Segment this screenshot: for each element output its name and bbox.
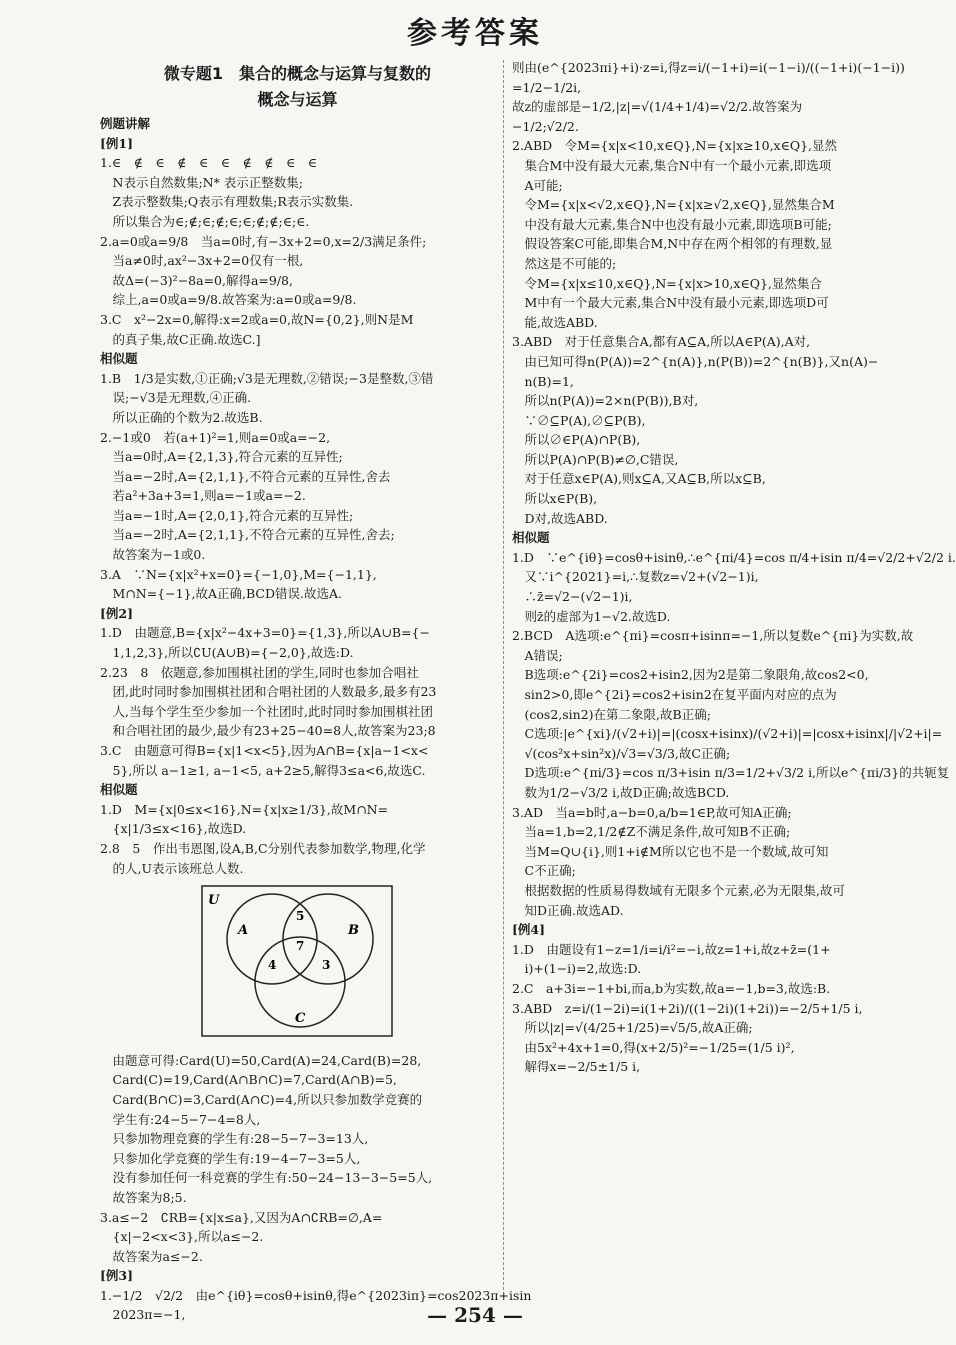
text-line: 所以集合为∈;∉;∈;∉;∈;∈;∉;∉;∈;∈.: [100, 213, 310, 229]
section-heading: 相似题: [100, 351, 138, 367]
text-line: 人,当每个学生至少参加一个社团时,此时同时参加围棋社团: [100, 703, 433, 719]
venn-diagram: [200, 884, 495, 1045]
text-line: 3.ABD z=i/(1−2i)=i(1+2i)/((1−2i)(1+2i))=−2/5+1/5 i,: [512, 1000, 863, 1016]
text-line: 则z̄的虚部为1−√2.故选D.: [512, 608, 671, 624]
text-line: 1,1,2,3},所以∁U(A∪B)={−2,0},故选:D.: [100, 645, 354, 661]
text-line: 的人,U表示该班总人数.: [100, 860, 244, 876]
text-line: 由5x²+4x+1=0,得(x+2/5)²=−1/25=(1/5 i)²,: [512, 1039, 795, 1055]
column-divider: [503, 60, 504, 1290]
text-line: 解得x=−2/5±1/5 i,: [512, 1059, 641, 1075]
text-line: 1.∈ ∉ ∈ ∉ ∈ ∈ ∉ ∉ ∈ ∈: [100, 155, 317, 171]
text-line: =1/2−1/2i,: [512, 79, 582, 95]
text-line: 中没有最大元素,集合N中也没有最小元素,即选项B可能;: [512, 216, 832, 232]
right-column: [512, 58, 956, 1077]
text-line: 故Δ=(−3)²−8a=0,解得a=9/8,: [100, 272, 293, 288]
text-line: √(cos²x+sin²x)/√3=√3/3,故C正确;: [512, 745, 731, 761]
text-line: 则由(e^{2023πi}+i)·z=i,得z=i/(−1+i)=i(−1−i)/((−1+i)(−1−i)): [512, 60, 905, 75]
text-line: 令M={x|x<√2,x∈Q},N={x|x≥√2,x∈Q},显然集合M: [512, 197, 835, 213]
text-line: 3.AD 当a=b时,a−b=0,a/b=1∈P,故可知A正确;: [512, 804, 792, 820]
text-line: 令M={x|x≤10,x∈Q},N={x|x>10,x∈Q},显然集合: [512, 275, 822, 291]
right-body: [512, 58, 956, 1077]
venn-region-ac: 4: [268, 958, 277, 973]
text-line: 所以∅∈P(A)∩P(B),: [512, 432, 641, 448]
text-line: Card(B∩C)=3,Card(A∩C)=4,所以只参加数学竞赛的: [100, 1091, 423, 1107]
text-line: 误;−√3是无理数,④正确.: [100, 390, 252, 406]
text-line: A错误;: [512, 647, 563, 663]
text-line: i)+(1−i)=2,故选:D.: [512, 961, 642, 977]
text-line: 故答案为8;5.: [100, 1189, 187, 1205]
text-line: 所以x∈P(B),: [512, 491, 598, 507]
venn-region-bc: 3: [322, 958, 331, 973]
text-line: sin2>0,即e^{2i}=cos2+isin2在复平面内对应的点为: [512, 687, 837, 702]
example-label: [例1]: [100, 135, 134, 151]
topic-title-line2: 概念与运算: [257, 90, 338, 109]
text-line: 由已知可得n(P(A))=2^{n(A)},n(P(B))=2^{n(B)},又n(A)−: [512, 353, 879, 369]
text-line: 3.C x²−2x=0,解得:x=2或a=0,故N={0,2},则N是M: [100, 311, 414, 327]
page-number: — 254 —: [427, 1303, 523, 1327]
text-line: 所以n(P(A))=2×n(P(B)),B对,: [512, 393, 699, 409]
text-line: 当a=−1时,A={2,0,1},符合元素的互异性;: [100, 507, 354, 523]
venn-label-b: B: [348, 923, 359, 939]
text-line: N表示自然数集;N* 表示正整数集;: [100, 174, 304, 190]
text-line: 假设答案C可能,即集合M,N中存在两个相邻的有理数,显: [512, 236, 833, 252]
text-line: {x|−2<x<3},所以a≤−2.: [100, 1229, 264, 1245]
text-line: 2.−1或0 若(a+1)²=1,则a=0或a=−2,: [100, 429, 331, 445]
text-line: A可能;: [512, 177, 563, 193]
text-line: 2.23 8 依题意,参加围棋社团的学生,同时也参加合唱社: [100, 664, 419, 680]
text-line: 然这是不可能的;: [512, 255, 617, 271]
section-heading: 例题讲解: [100, 116, 151, 131]
text-line: 的真子集,故C正确.故选C.]: [100, 331, 261, 347]
text-line: 由题意可得:Card(U)=50,Card(A)=24,Card(B)=28,: [100, 1052, 422, 1068]
venn-label-a: A: [238, 923, 249, 939]
text-line: 只参加化学竞赛的学生有:19−4−7−3=5人,: [100, 1150, 361, 1166]
text-line: 根据数据的性质易得数域有无限多个元素,必为无限集,故可: [512, 882, 845, 898]
text-line: 当a=1,b=2,1/2∉Z不满足条件,故可知B不正确;: [512, 824, 791, 840]
text-line: 若a²+3a+3=1,则a=−1或a=−2.: [100, 488, 306, 504]
text-line: 故z的虚部是−1/2,|z|=√(1/4+1/4)=√2/2.故答案为: [512, 99, 803, 115]
text-line: 所以|z|=√(4/25+1/25)=√5/5,故A正确;: [512, 1020, 753, 1036]
text-line: M中有一个最大元素,集合N中没有最小元素,即选项D可: [512, 295, 829, 311]
text-line: 集合M中没有最大元素,集合N中有一个最小元素,即选项: [512, 157, 832, 173]
text-line: Z表示整数集;Q表示有理数集;R表示实数集.: [100, 194, 354, 210]
text-line: 2.BCD A选项:e^{πi}=cosπ+isinπ=−1,所以复数e^{πi}为实数,故: [512, 628, 914, 644]
text-line: 2.ABD 令M={x|x<10,x∈Q},N={x|x≥10,x∈Q},显然: [512, 138, 838, 154]
text-line: 当a=−2时,A={2,1,1},不符合元素的互异性,舍去: [100, 468, 391, 484]
text-line: 1.B 1/3是实数,①正确;√3是无理数,②错误;−3是整数,③错: [100, 370, 434, 386]
text-line: B选项:e^{2i}=cos2+isin2,因为2是第二象限角,故cos2<0,: [512, 667, 869, 683]
text-line: D选项:e^{πi/3}=cos π/3+isin π/3=1/2+√3/2 i,所以e^{πi/3}的共轭复: [512, 765, 950, 781]
text-line: 2023π=−1,: [100, 1307, 186, 1323]
text-line: (cos2,sin2)在第二象限,故B正确;: [512, 706, 711, 722]
text-line: 1.D 由题意,B={x|x²−4x+3=0}={1,3},所以A∪B={−: [100, 625, 430, 641]
venn-svg: [200, 884, 395, 1039]
example-label: [例3]: [100, 1268, 134, 1284]
venn-region-ab: 5: [296, 909, 305, 924]
section-heading: 相似题: [512, 530, 550, 546]
text-line: 2.C a+3i=−1+bi,而a,b为实数,故a=−1,b=3,故选:B.: [512, 980, 831, 996]
text-line: 3.C 由题意可得B={x|1<x<5},因为A∩B={x|a−1<x<: [100, 743, 429, 758]
text-line: 1.D M={x|0≤x<16},N={x|x≥1/3},故M∩N=: [100, 801, 389, 817]
text-line: 2.8 5 作出韦恩图,设A,B,C分别代表参加数学,物理,化学: [100, 840, 426, 856]
text-line: 和合唱社团的最少,最少有23+25−40=8人,故答案为23;8: [100, 723, 436, 739]
text-line: 学生有:24−5−7−4=8人,: [100, 1111, 261, 1127]
text-line: 1.D 由题设有1−z=1/i=i/i²=−i,故z=1+i,故z+z̄=(1+: [512, 941, 831, 957]
text-line: 对于任意x∈P(A),则x⊆A,又A⊆B,所以x⊆B,: [512, 471, 766, 487]
text-line: 当a=−2时,A={2,1,1},不符合元素的互异性,舍去;: [100, 527, 395, 543]
text-line: 所以P(A)∩P(B)≠∅,C错误,: [512, 451, 679, 467]
example-label: [例2]: [100, 605, 134, 621]
text-line: Card(C)=19,Card(A∩B∩C)=7,Card(A∩B)=5,: [100, 1072, 397, 1088]
text-line: C不正确;: [512, 863, 576, 879]
text-line: 故答案为−1或0.: [100, 547, 206, 563]
text-line: 故答案为a≤−2.: [100, 1248, 203, 1264]
text-line: 知D正确.故选AD.: [512, 902, 624, 918]
page-title: 参考答案: [407, 16, 543, 51]
venn-label-u: U: [208, 893, 220, 909]
venn-label-c: C: [295, 1011, 306, 1027]
text-line: n(B)=1,: [512, 373, 574, 389]
text-line: ∴z̄=√2−(√2−1)i,: [512, 589, 633, 605]
topic-title-line1: 微专题1 集合的概念与运算与复数的: [163, 64, 432, 83]
text-line: ∵∅⊆P(A),∅⊆P(B),: [512, 412, 646, 428]
text-line: M∩N={−1},故A正确,BCD错误.故选A.: [100, 586, 342, 602]
text-line: 团,此时同时参加围棋社团和合唱社团的人数最多,最多有23: [100, 684, 437, 700]
text-line: 3.ABD 对于任意集合A,都有A⊆A,所以A∈P(A),A对,: [512, 334, 811, 350]
text-line: 3.A ∵N={x|x²+x=0}={−1,0},M={−1,1},: [100, 566, 377, 582]
text-line: 1.−1/2 √2/2 由e^{iθ}=cosθ+isinθ,得e^{2023iπ}=cos2023π+isin: [100, 1287, 532, 1303]
text-line: 能,故选ABD.: [512, 314, 598, 330]
text-line: 当M=Q∪{i},则1+i∉M所以它也不是一个数域,故可知: [512, 843, 829, 859]
text-line: D对,故选ABD.: [512, 510, 608, 526]
text-line: 2.a=0或a=9/8 当a=0时,有−3x+2=0,x=2/3满足条件;: [100, 233, 427, 249]
text-line: 1.D ∵e^{iθ}=cosθ+isinθ,∴e^{πi/4}=cos π/4+isin π/4=√2/2+√2/2 i.: [512, 549, 956, 565]
text-line: −1/2;√2/2.: [512, 118, 579, 134]
text-line: C选项:|e^{xi}/(√2+i)|=|(cosx+isinx)/(√2+i)|=|cosx+isinx|/|√2+i|=: [512, 726, 943, 742]
text-line: 3.a≤−2 ∁RB={x|x≤a},又因为A∩∁RB=∅,A=: [100, 1209, 383, 1225]
text-line: {x|1/3≤x<16},故选D.: [100, 821, 247, 837]
text-line: 所以正确的个数为2.故选B.: [100, 409, 263, 425]
section-heading: 相似题: [100, 782, 138, 798]
text-line: 数为1/2−√3/2 i,故D正确;故选BCD.: [512, 784, 730, 800]
venn-region-abc: 7: [296, 939, 305, 954]
text-line: 当a≠0时,ax²−3x+2=0仅有一根,: [100, 253, 304, 269]
text-line: 当a=0时,A={2,1,3},符合元素的互异性;: [100, 449, 343, 465]
text-line: 又∵i^{2021}=i,∴复数z=√2+(√2−1)i,: [512, 569, 759, 585]
text-line: 综上,a=0或a=9/8.故答案为:a=0或a=9/8.: [100, 292, 357, 308]
text-line: 5},所以 a−1≥1, a−1<5, a+2≥5,解得3≤a<6,故选C.: [100, 762, 426, 778]
text-line: 只参加物理竞赛的学生有:28−5−7−3=13人,: [100, 1131, 369, 1147]
example-label: [例4]: [512, 922, 546, 938]
text-line: 没有参加任何一科竞赛的学生有:50−24−13−3−5=5人,: [100, 1170, 433, 1186]
